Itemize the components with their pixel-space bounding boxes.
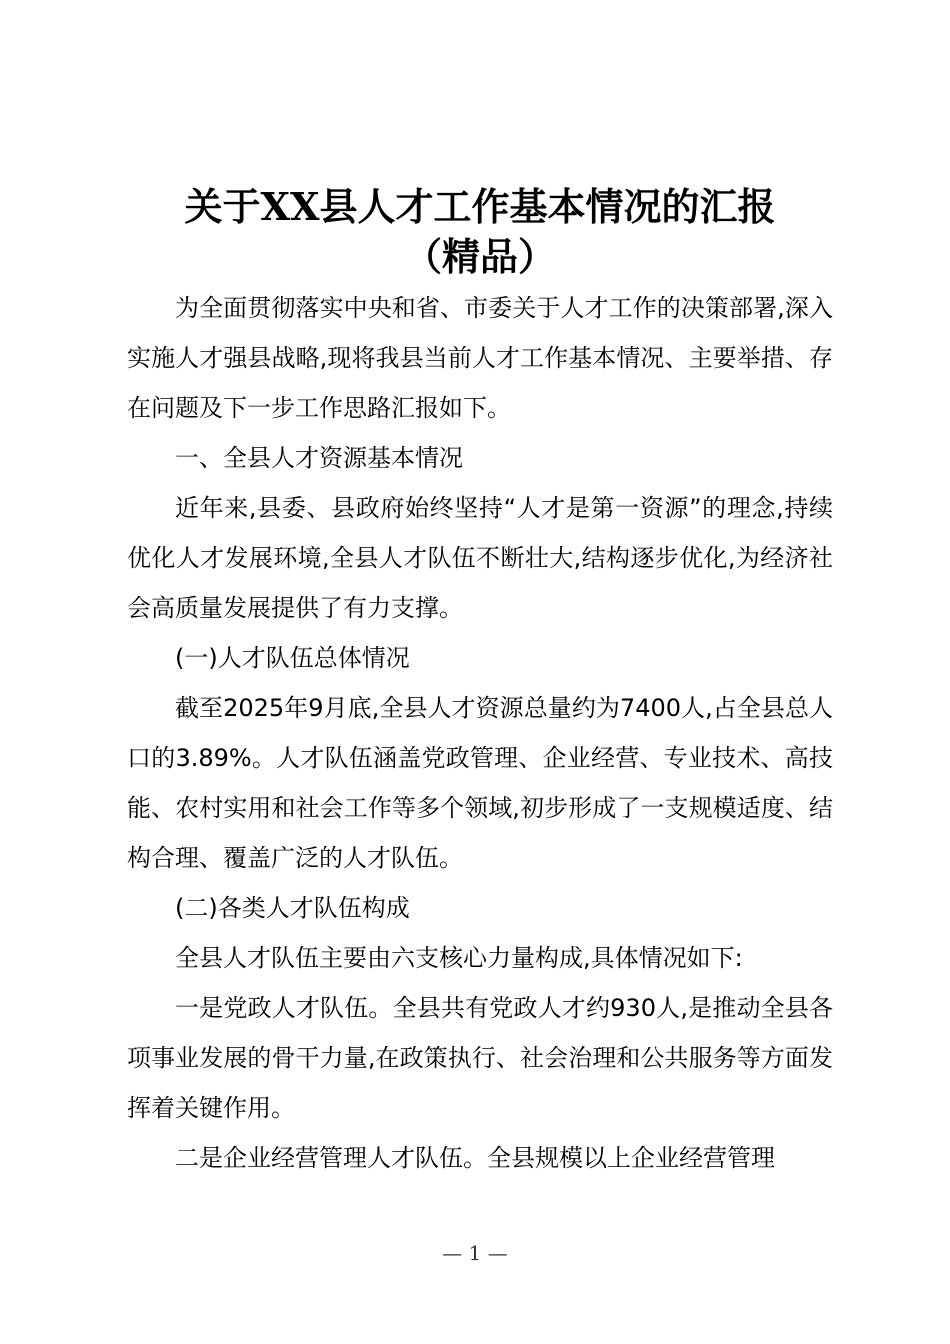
body-paragraph: 全县人才队伍主要由六支核心力量构成,具体情况如下: [175, 944, 743, 972]
body-paragraph: 二是企业经营管理人才队伍。全县规模以上企业经营管理 [175, 1144, 775, 1172]
body-paragraph: 截至2025年9月底,全县人才资源总量约为7400人,占全县总人口的3.89%。人才队伍涵盖党政管理、企业经营、专业技术、高技能、农村实用和社会工作等多个领域,初步形成了一支规模适度、结构合理、覆盖广泛的人才队伍。 [127, 694, 833, 872]
section-heading: 一、全县人才资源基本情况 [175, 444, 463, 472]
page-number: — 1 — [442, 1241, 508, 1265]
subsection-heading: (二)各类人才队伍构成 [175, 894, 410, 922]
intro-paragraph: 为全面贯彻落实中央和省、市委关于人才工作的决策部署,深入实施人才强县战略,现将我县当前人才工作基本情况、主要举措、存在问题及下一步工作思路汇报如下。 [127, 294, 833, 422]
body-paragraph: 近年来,县委、县政府始终坚持“人才是第一资源”的理念,持续优化人才发展环境,全县人才队伍不断壮大,结构逐步优化,为经济社会高质量发展提供了有力支撑。 [127, 494, 833, 622]
document-title: 关于XX县人才工作基本情况的汇报 [184, 184, 776, 229]
document-title-suffix: （精品） [403, 234, 556, 279]
subsection-heading: (一)人才队伍总体情况 [175, 644, 410, 672]
body-paragraph: 一是党政人才队伍。全县共有党政人才约930人,是推动全县各项事业发展的骨干力量,在政策执行、社会治理和公共服务等方面发挥着关键作用。 [127, 994, 833, 1122]
document-body [127, 283, 833, 1183]
